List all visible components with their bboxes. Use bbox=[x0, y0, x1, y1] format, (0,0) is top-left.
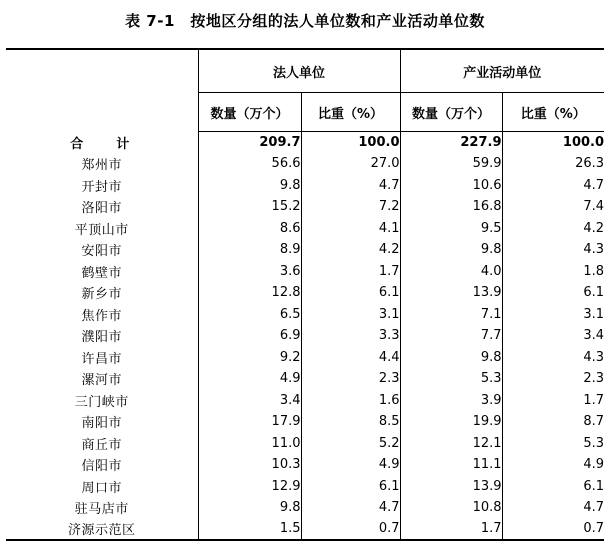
activity-share-cell: 4.3 bbox=[502, 347, 604, 369]
region-cell: 漯河市 bbox=[81, 373, 122, 389]
legal-share-cell: 4.9 bbox=[301, 454, 400, 476]
activity-share-cell: 2.3 bbox=[502, 368, 604, 390]
legal-count-cell: 12.8 bbox=[198, 282, 301, 304]
legal-count-cell: 9.2 bbox=[198, 347, 301, 369]
activity-share-header: 比重（%） bbox=[502, 93, 604, 132]
activity-share-cell: 8.7 bbox=[502, 411, 604, 433]
activity-count-cell: 7.7 bbox=[400, 325, 502, 347]
activity-share-cell: 26.3 bbox=[502, 153, 604, 175]
region-cell: 驻马店市 bbox=[74, 502, 129, 518]
table-row bbox=[6, 261, 604, 283]
region-cell: 新乡市 bbox=[81, 287, 122, 303]
region-cell: 信阳市 bbox=[81, 459, 122, 475]
region-cell: 南阳市 bbox=[81, 416, 122, 432]
activity-count-cell: 9.5 bbox=[400, 218, 502, 240]
activity-count-cell: 5.3 bbox=[400, 368, 502, 390]
legal-count-cell: 209.7 bbox=[198, 132, 301, 154]
region-cell: 焦作市 bbox=[81, 308, 122, 324]
region-cell: 周口市 bbox=[81, 480, 122, 496]
activity-count-cell: 10.6 bbox=[400, 175, 502, 197]
table-row bbox=[6, 196, 604, 218]
total-row bbox=[6, 132, 604, 154]
activity-share-cell: 6.1 bbox=[502, 282, 604, 304]
legal-share-cell: 2.3 bbox=[301, 368, 400, 390]
table-row bbox=[6, 347, 604, 369]
legal-share-cell: 6.1 bbox=[301, 476, 400, 498]
region-cell: 洛阳市 bbox=[81, 201, 122, 217]
table-title: 表 7-1 按地区分组的法人单位数和产业活动单位数 bbox=[125, 12, 485, 30]
legal-count-cell: 1.5 bbox=[198, 519, 301, 541]
activity-share-cell: 6.1 bbox=[502, 476, 604, 498]
activity-units-header: 产业活动单位 bbox=[400, 49, 604, 93]
legal-share-cell: 5.2 bbox=[301, 433, 400, 455]
legal-count-cell: 6.9 bbox=[198, 325, 301, 347]
activity-count-cell: 227.9 bbox=[400, 132, 502, 154]
region-cell: 商丘市 bbox=[81, 437, 122, 453]
region-cell: 安阳市 bbox=[81, 244, 122, 260]
activity-share-cell: 3.1 bbox=[502, 304, 604, 326]
activity-count-cell: 11.1 bbox=[400, 454, 502, 476]
legal-count-cell: 8.9 bbox=[198, 239, 301, 261]
activity-share-cell: 1.8 bbox=[502, 261, 604, 283]
legal-count-cell: 9.8 bbox=[198, 497, 301, 519]
activity-count-header: 数量（万个） bbox=[400, 93, 502, 132]
legal-units-header: 法人单位 bbox=[198, 49, 400, 93]
table-row bbox=[6, 433, 604, 455]
region-cell: 鹤壁市 bbox=[81, 265, 122, 281]
table-row bbox=[6, 218, 604, 240]
legal-count-cell: 8.6 bbox=[198, 218, 301, 240]
region-cell: 许昌市 bbox=[81, 351, 122, 367]
region-cell: 三门峡市 bbox=[74, 394, 129, 410]
legal-count-cell: 17.9 bbox=[198, 411, 301, 433]
region-cell: 平顶山市 bbox=[74, 222, 129, 238]
table-row bbox=[6, 497, 604, 519]
legal-share-cell: 3.3 bbox=[301, 325, 400, 347]
activity-count-cell: 16.8 bbox=[400, 196, 502, 218]
activity-share-cell: 4.3 bbox=[502, 239, 604, 261]
activity-share-cell: 7.4 bbox=[502, 196, 604, 218]
region-cell: 合 计 bbox=[70, 136, 140, 152]
header-group-row bbox=[6, 49, 604, 93]
legal-count-cell: 9.8 bbox=[198, 175, 301, 197]
table-row bbox=[6, 153, 604, 175]
activity-share-cell: 5.3 bbox=[502, 433, 604, 455]
legal-share-cell: 4.2 bbox=[301, 239, 400, 261]
legal-share-cell: 7.2 bbox=[301, 196, 400, 218]
legal-count-cell: 4.9 bbox=[198, 368, 301, 390]
region-header-cell bbox=[6, 49, 198, 132]
legal-count-cell: 56.6 bbox=[198, 153, 301, 175]
activity-count-cell: 1.7 bbox=[400, 519, 502, 541]
legal-count-cell: 11.0 bbox=[198, 433, 301, 455]
table-row bbox=[6, 175, 604, 197]
legal-share-cell: 8.5 bbox=[301, 411, 400, 433]
activity-count-cell: 13.9 bbox=[400, 476, 502, 498]
region-cell: 济源示范区 bbox=[6, 519, 198, 541]
table-row bbox=[6, 390, 604, 412]
activity-share-cell: 4.2 bbox=[502, 218, 604, 240]
activity-share-cell: 4.7 bbox=[502, 175, 604, 197]
legal-share-cell: 4.4 bbox=[301, 347, 400, 369]
legal-share-cell: 0.7 bbox=[301, 519, 400, 541]
legal-share-cell: 3.1 bbox=[301, 304, 400, 326]
activity-count-cell: 59.9 bbox=[400, 153, 502, 175]
legal-share-cell: 1.6 bbox=[301, 390, 400, 412]
activity-count-cell: 3.9 bbox=[400, 390, 502, 412]
legal-count-cell: 15.2 bbox=[198, 196, 301, 218]
table-row bbox=[6, 304, 604, 326]
activity-count-cell: 7.1 bbox=[400, 304, 502, 326]
activity-count-cell: 9.8 bbox=[400, 239, 502, 261]
table-row bbox=[6, 368, 604, 390]
legal-share-cell: 4.7 bbox=[301, 175, 400, 197]
legal-share-cell: 100.0 bbox=[301, 132, 400, 154]
region-cell: 濮阳市 bbox=[81, 330, 122, 346]
activity-share-cell: 4.7 bbox=[502, 497, 604, 519]
table-row bbox=[6, 282, 604, 304]
legal-count-cell: 6.5 bbox=[198, 304, 301, 326]
activity-count-cell: 19.9 bbox=[400, 411, 502, 433]
region-cell: 开封市 bbox=[81, 179, 122, 195]
legal-share-cell: 4.7 bbox=[301, 497, 400, 519]
legal-share-header: 比重（%） bbox=[301, 93, 400, 132]
activity-share-cell: 4.9 bbox=[502, 454, 604, 476]
legal-count-cell: 10.3 bbox=[198, 454, 301, 476]
table-row bbox=[6, 239, 604, 261]
legal-share-cell: 27.0 bbox=[301, 153, 400, 175]
legal-count-cell: 3.4 bbox=[198, 390, 301, 412]
legal-count-cell: 12.9 bbox=[198, 476, 301, 498]
legal-share-cell: 1.7 bbox=[301, 261, 400, 283]
activity-count-cell: 9.8 bbox=[400, 347, 502, 369]
activity-count-cell: 12.1 bbox=[400, 433, 502, 455]
activity-share-cell: 3.4 bbox=[502, 325, 604, 347]
legal-share-cell: 6.1 bbox=[301, 282, 400, 304]
activity-share-cell: 100.0 bbox=[502, 132, 604, 154]
statistics-table bbox=[6, 48, 604, 541]
activity-count-cell: 4.0 bbox=[400, 261, 502, 283]
table-row bbox=[6, 454, 604, 476]
activity-share-cell: 0.7 bbox=[502, 519, 604, 541]
activity-count-cell: 10.8 bbox=[400, 497, 502, 519]
table-row bbox=[6, 476, 604, 498]
table-row bbox=[6, 411, 604, 433]
activity-share-cell: 1.7 bbox=[502, 390, 604, 412]
legal-share-cell: 4.1 bbox=[301, 218, 400, 240]
legal-count-header: 数量（万个） bbox=[198, 93, 301, 132]
activity-count-cell: 13.9 bbox=[400, 282, 502, 304]
table-row bbox=[6, 519, 604, 541]
legal-count-cell: 3.6 bbox=[198, 261, 301, 283]
region-cell: 郑州市 bbox=[81, 158, 122, 174]
table-row bbox=[6, 325, 604, 347]
